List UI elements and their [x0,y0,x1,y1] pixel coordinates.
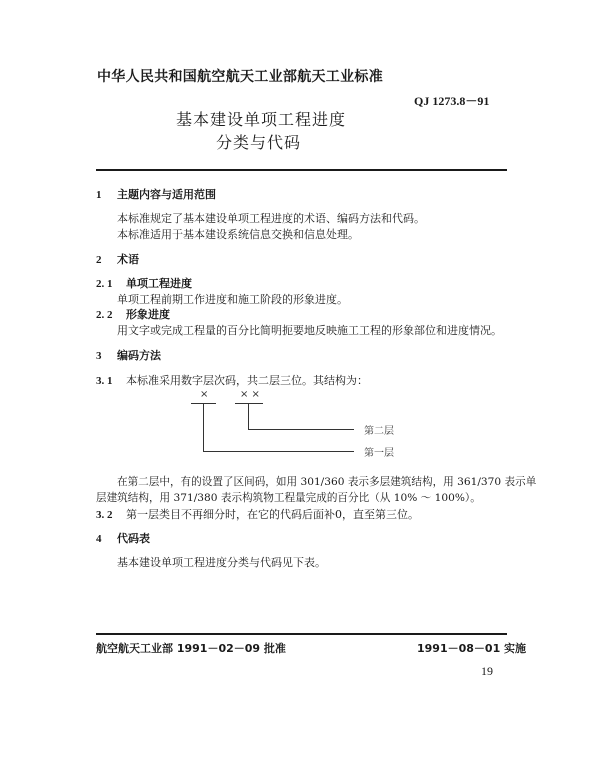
subsection-title: 单项工程进度 [126,277,192,290]
subsection-number: 2. 2 [96,309,113,321]
section-2-2-heading [96,306,170,322]
section-4-heading [96,530,150,546]
section-2-2-text: 用文字或完成工程量的百分比简明扼要地反映施工工程的形象部位和进度情况。 [117,324,502,337]
section-title: 术语 [117,253,139,266]
section-2-1-heading [96,275,192,291]
section-1-para-2: 本标准适用于基本建设系统信息交换和信息处理。 [117,228,359,241]
document-title-line1: 基本建设单项工程进度 [176,110,347,129]
approval-statement: 航空航天工业部 1991－02－09 批准 [96,642,286,655]
section-2-heading [96,251,139,267]
layer1-leader [203,451,354,452]
section-1-heading [96,186,216,202]
section-number: 3 [96,350,102,362]
subsection-text: 本标准采用数字层次码，共二层三位。其结构为： [126,374,368,387]
layer2-label: 第二层 [364,426,394,437]
layer2-placeholder: × × [240,389,260,400]
standard-issuer: 中华人民共和国航空航天工业部航天工业标准 [97,69,383,85]
layer1-stem [203,403,204,452]
code-structure-diagram [180,385,400,465]
section-title: 编码方法 [117,349,161,362]
section-3-2 [96,506,419,522]
effective-date: 1991－08－01 实施 [417,642,527,655]
subsection-text: 第一层类目不再细分时，在它的代码后面补0，直至第三位。 [126,508,419,521]
subsection-number: 3. 2 [96,509,113,521]
layer2-bar [235,403,263,404]
page-number: 19 [481,664,493,678]
layer2-stem [248,403,249,430]
section-title: 主题内容与适用范围 [117,188,216,201]
layer1-label: 第一层 [364,448,394,459]
section-number: 4 [96,533,102,545]
subsection-number: 2. 1 [96,278,113,290]
subsection-number: 3. 1 [96,375,113,387]
layer1-placeholder: × [200,389,209,400]
header-rule [96,169,507,171]
section-title: 代码表 [117,532,150,545]
section-2-1-text: 单项工程前期工作进度和施工阶段的形象进度。 [117,293,348,306]
section-number: 2 [96,254,102,266]
section-3-para-line2: 层建筑结构，用 371/380 表示构筑物工程量完成的百分比（从 10% ～ 100%）。 [96,492,481,504]
section-3-para-line1: 在第二层中，有的设置了区间码，如用 301/360 表示多层建筑结构，用 361/370 表示单 [117,476,537,488]
section-3-heading [96,347,161,363]
footer-rule [96,633,507,635]
document-title-line2: 分类与代码 [216,133,302,152]
section-4-text: 基本建设单项工程进度分类与代码见下表。 [117,556,326,569]
standard-code: QJ 1273.8－91 [414,94,490,108]
subsection-title: 形象进度 [126,308,170,321]
section-number: 1 [96,189,102,201]
layer2-leader [248,429,354,430]
section-1-para-1: 本标准规定了基本建设单项工程进度的术语、编码方法和代码。 [117,212,425,225]
